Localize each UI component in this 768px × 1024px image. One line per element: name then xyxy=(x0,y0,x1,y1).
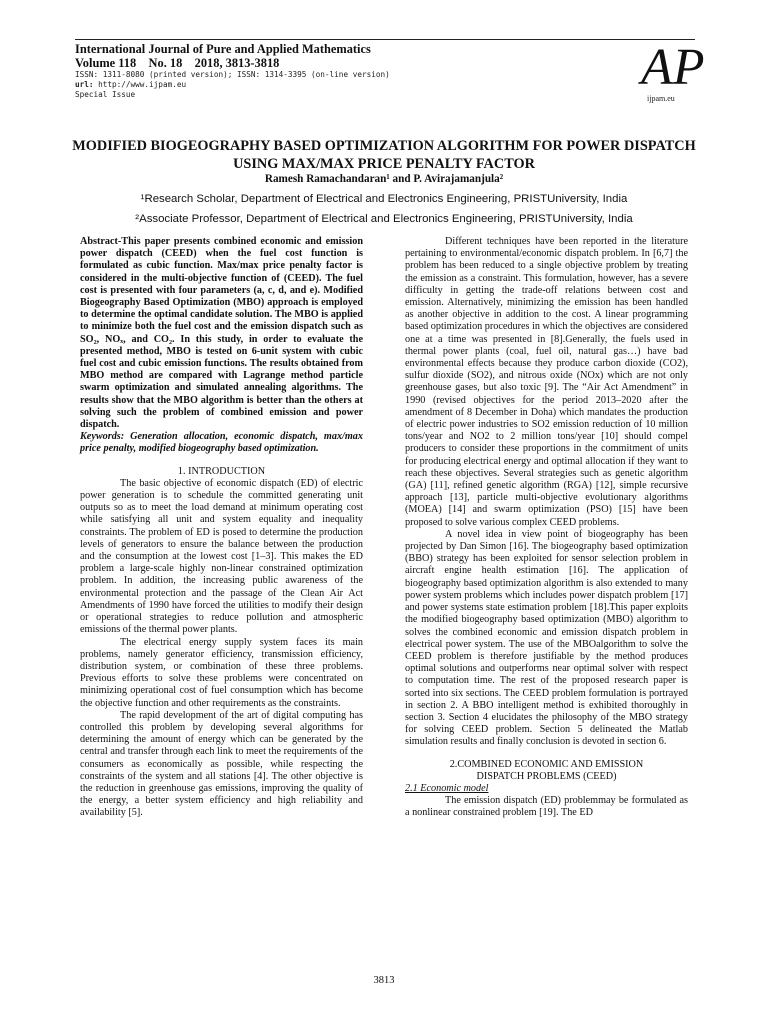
page-number: 3813 xyxy=(373,975,395,986)
right-column xyxy=(405,236,688,820)
paragraph: The emission dispatch (ED) problemmay be formulated as a nonlinear constrained problem [19]. The ED xyxy=(405,795,688,819)
paragraph: Different techniques have been reported in the literature pertaining to environmental/economic dispatch problem. In [6,7] the problem has been reduced to a single objective problem by treating the emission as a constraint. This formulation, however, has a severe difficulty in getting the trade-off relations between cost and emission. Alternatively, minimizing the emission has been handled as another objective in addition to the cost. A linear programming based optimization procedures in which the objectives are considered one at a time was presented in [8].Generally, the fuels used in thermal power plants (coal, fuel oil, natural gas…) have bad environmental effects because they produce carbon dioxide (CO2), sulfur dioxide (SO2), and nitrous oxide (NOx) which are not only greenhouse gases, but also toxic [9]. The “Air Act Amendment” in 1990 (revised objectives for the period 2013–2020 after the amendment of 8 December in Doha) which mandates the production of electric power industries to SO2 emission reduction of 10 million tons/year and NO2 to 2 million tons/year [10] should compel producers to consider these proportions in the commitment of units for producing electrical energy and optimal allocation if they want to reach these objectives. Several strategies such as genetic algorithm (GA) [11], refined genetic algorithm (RGA) [12], simple recursive approach [13], particle multi-objective evolutionary algorithms (MOEA) [14] and swarm optimization (PSO) [15] have been proposed to solve various complex CEED problems. xyxy=(405,236,688,528)
url-line xyxy=(75,80,635,90)
issn-line: ISSN: 1311-8080 (printed version); ISSN: 1314-3395 (on-line version) xyxy=(75,70,390,79)
special-issue-label: Special Issue xyxy=(75,90,136,99)
section-heading-line-2: DISPATCH PROBLEMS (CEED) xyxy=(476,770,617,782)
header-rule xyxy=(75,39,695,40)
paper-title: MODIFIED BIOGEOGRAPHY BASED OPTIMIZATION ALGORITHM FOR POWER DISPATCH USING MAX/MAX PRICE PENALTY FACTOR xyxy=(72,138,696,172)
volume-line: Volume 118 No. 18 2018, 3813-3818 xyxy=(75,56,280,70)
journal-header xyxy=(75,42,635,100)
journal-title: International Journal of Pure and Applied Mathematics xyxy=(75,42,371,56)
author-list: Ramesh Ramachandaran¹ and P. Avirajamanjula² xyxy=(264,173,504,185)
paragraph: The basic objective of economic dispatch (ED) of electric power generation is to schedule the committed generating unit outputs so as to meet the load demand at minimum operating cost while satisfying all unit and system equality and inequality constraints. The problem of ED is posed to determine the production levels of generators to ensure the balance between the production and the consumption at the lowest cost [1–3]. This makes the ED problem a large-scale highly non-linear constrained optimization problem. In addition, the increasing public awareness of the environmental protection and the passage of the Clean Air Act Amendments of 1990 have forced the utilities to modify their design or operational strategies to reduce pollution and atmospheric emissions of the thermal power plants. xyxy=(80,477,363,636)
journal-url[interactable]: http://www.ijpam.eu xyxy=(93,80,187,89)
left-column xyxy=(80,236,363,820)
paragraph: The rapid development of the art of digital computing has controlled this problem by developing several algorithms for determining the amount of energy which can be generated by the central and transfer through each link to meet the requirements of the consumers as economically as possible, while respecting the constraints of the system and all stations [4]. The other objective is the reduction in greenhouse gas emissions, improving the quality of the energy, a better system efficiency and high reliability and availability [5]. xyxy=(80,709,363,819)
section-heading-introduction: 1. INTRODUCTION xyxy=(177,465,266,477)
journal-logo xyxy=(635,39,705,108)
paragraph: The electrical energy supply system faces its main problems, namely generator efficiency, transmission efficiency, distribution system, or combination of these three problems. Previous efforts to solve these problems were concentrated on minimizing operational cost of fuel consumption which has become the objective function and other requirements as the constraints. xyxy=(80,636,363,709)
section-heading-ceed xyxy=(405,759,688,783)
section-heading-line-1: 2.COMBINED ECONOMIC AND EMISSION xyxy=(449,758,644,770)
paragraph: A novel idea in view point of biogeography has been projected by Dan Simon [16]. The biogeography based optimization (BBO) strategy has been exploited for sensor selection problem in aircraft engine health estimation [16]. The application of biogeography based optimization algorithm is also extended to many power system problems which includes power dispatch problem [17] and power systems state estimation problem [18].This paper exploits the modified biogeography based optimization (MBO) algorithm to solves the combined economic and emission dispatch problem in electrical power system. The use of the MBOalgorithm to solve the CEED problem is therefore justifiable by the method produces optimal solutions and outperforms near optimal solver with respect to computation time. The rest of the proposed research paper is sorted into six sections. The CEED problem formulation is portrayed in section 2. A BBO intelligent method is exhibited thoroughly in section 3. Section 4 elucidates the philosophy of the MBO strategy for solving CEED problem. Section 5 delineated the Matlab simulation results and finally conclusion is devoted in section 6. xyxy=(405,528,688,748)
keywords: Keywords: Generation allocation, economic dispatch, max/max price penalty, modified biogeography based optimization. xyxy=(80,431,363,455)
affiliation-1: ¹Research Scholar, Department of Electrical and Electronics Engineering, PRISTUniversity, India xyxy=(140,193,628,205)
affiliation-2: ²Associate Professor, Department of Electrical and Electronics Engineering, PRISTUniversity, India xyxy=(135,213,633,225)
logo-site: ijpam.eu xyxy=(647,94,675,103)
subsection-heading: 2.1 Economic model xyxy=(405,782,489,794)
abstract: Abstract-This paper presents combined economic and emission power dispatch (CEED) when the fuel cost function is formulated as cubic function. Max/max price penalty factor is considered in the multi-objective function of (CEED). The fuel cost is presented with four parameters (a, c, d, and e). Modified Biogeography Based Optimization (MBO) approach is employed to determine the optimal candidate solution. The MBO is applied to minimize both the fuel cost and the emission dispatch such as SO₂, NOₓ, and CO₂. In this study, in order to evaluate the presented method, MBO is tested on 6-unit system with cubic fuel cost and cubic emission functions. The results obtained from MBO method are compared with Lagrange method particle swarm optimization and simulated annealing algorithms. The results show that the MBO algorithm is better than the others at solving such the problem of combined emission and power dispatch. xyxy=(80,236,363,431)
logo-letters: AP xyxy=(641,39,705,96)
url-label: url: xyxy=(75,80,94,89)
